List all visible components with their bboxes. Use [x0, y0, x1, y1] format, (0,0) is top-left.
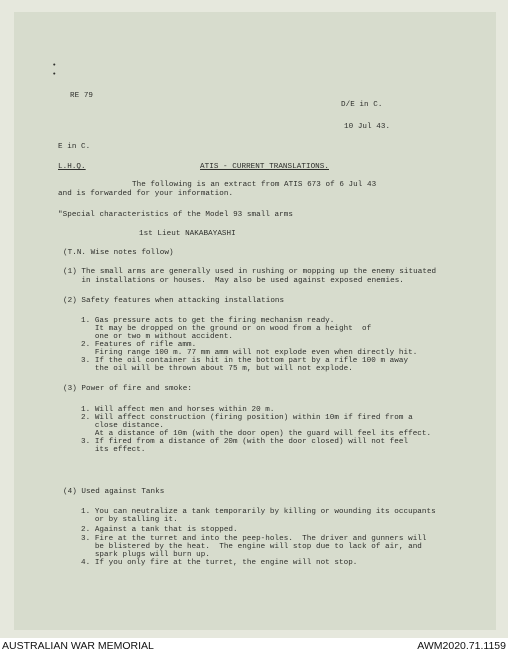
doc-from: D/E in C. [341, 101, 383, 109]
para-1-line-1: (1) The small arms are generally used in rushing or mopping up the enemy situated [63, 268, 437, 276]
intro-line-1: The following is an extract from ATIS 673 of 6 Jul 43 [132, 181, 377, 189]
para-3-heading: (3) Power of fire and smoke: [63, 385, 192, 393]
para-3-item-2-c: At a distance of 10m (with the door open) the guard will feel its effect. [81, 430, 432, 438]
doc-address: L.H.Q. [58, 163, 86, 171]
para-2-item-3-b: the oil will be thrown about 75 m, but will not explode. [81, 365, 353, 373]
hole-mark: • [52, 62, 57, 70]
para-4-item-1-a: 1. You can neutralize a tank temporarily by killing or wounding its occupants [81, 508, 436, 516]
footer-institution: AUSTRALIAN WAR MEMORIAL [2, 640, 154, 652]
para-4-item-3-c: spark plugs will burn up. [81, 551, 210, 559]
para-2-item-1-c: one or two m without accident. [81, 333, 234, 341]
doc-date: 10 Jul 43. [344, 123, 391, 131]
para-4-item-2: 2. Against a tank that is stopped. [81, 526, 238, 534]
para-4-heading: (4) Used against Tanks [63, 488, 165, 496]
para-4-item-1-b: or by stalling it. [81, 516, 178, 524]
notes-line: (T.N. Wise notes follow) [63, 249, 174, 257]
archive-footer [0, 638, 508, 653]
para-2-item-3-a: 3. If the oil container is hit in the bottom part by a rifle 100 m away [81, 357, 409, 365]
para-3-item-1: 1. Will affect men and horses within 20 m. [81, 406, 275, 414]
author-line: 1st Lieut NAKABAYASHI [139, 230, 236, 238]
para-1-line-2: in installations or houses. May also be used against exposed enemies. [63, 277, 404, 285]
para-3-item-3-a: 3. If fired from a distance of 20m (with the door closed) will not feel [81, 438, 409, 446]
intro-line-2: and is forwarded for your information. [58, 190, 234, 198]
para-2-item-2-a: 2. Features of rifle amm. [81, 341, 197, 349]
footer-accession-number: AWM2020.71.1159 [417, 640, 506, 652]
doc-to: E in C. [58, 143, 91, 151]
para-3-item-2-a: 2. Will affect construction (firing position) within 10m if fired from a [81, 414, 413, 422]
para-2-item-1-b: It may be dropped on the ground or on wood from a height of [81, 325, 372, 333]
para-2-item-1-a: 1. Gas pressure acts to get the firing mechanism ready. [81, 317, 335, 325]
doc-title: ATIS - CURRENT TRANSLATIONS. [200, 163, 329, 171]
para-4-item-3-a: 3. Fire at the turret and into the peep-holes. The driver and gunners will [81, 535, 427, 543]
hole-mark: • [52, 71, 57, 79]
para-3-item-3-b: its effect. [81, 446, 146, 454]
para-2-item-2-b: Firing range 100 m. 77 mm amm will not explode even when directly hit. [81, 349, 418, 357]
section-heading: "Special characteristics of the Model 93 small arms [58, 211, 293, 219]
document-page [14, 12, 496, 630]
para-4-item-3-b: be blistered by the heat. The engine will stop due to lack of air, and [81, 543, 422, 551]
para-2-heading: (2) Safety features when attacking installations [63, 297, 285, 305]
doc-ref: RE 79 [70, 92, 94, 100]
para-3-item-2-b: close distance. [81, 422, 164, 430]
para-4-item-4: 4. If you only fire at the turret, the engine will not stop. [81, 559, 358, 567]
